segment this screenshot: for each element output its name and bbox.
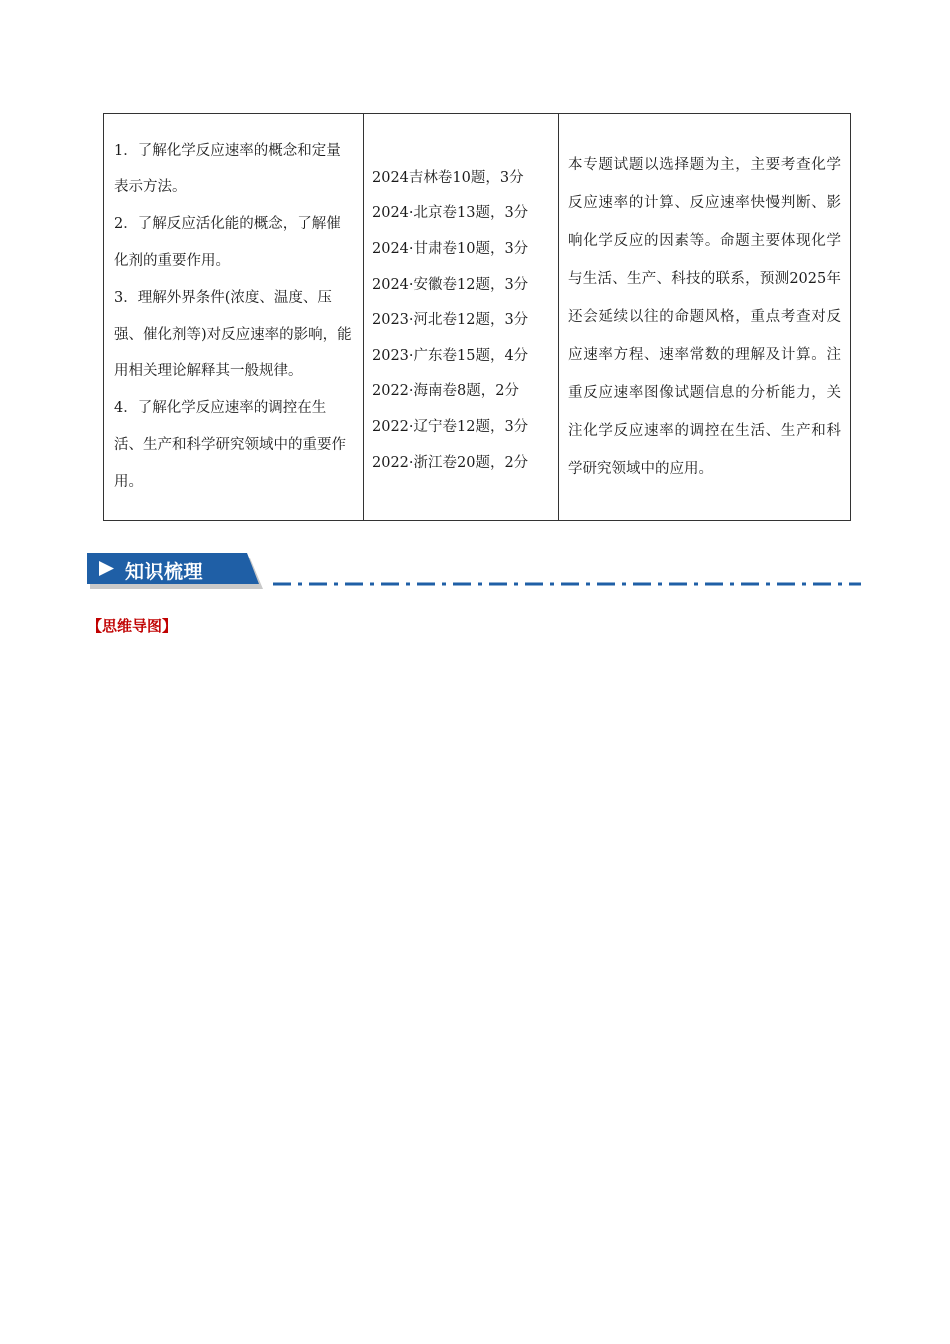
table-row <box>104 114 851 521</box>
exams-cell <box>364 114 559 521</box>
exam-item: 2024·北京卷13题，3分 <box>372 205 529 222</box>
goal-item: 1．了解化学反应速率的概念和定量表示方法。 <box>114 142 341 196</box>
goals-list <box>104 133 363 501</box>
section-banner <box>87 553 263 589</box>
goal-item: 3．理解外界条件(浓度、温度、压强、催化剂等)对反应速率的影响，能用相关理论解释其一般规律。 <box>114 289 352 380</box>
exam-item: 2022·辽宁卷12题，3分 <box>372 418 529 435</box>
mindmap-heading: 【思维导图】 <box>87 617 178 635</box>
exam-requirements-table <box>103 113 851 521</box>
exam-item: 2022·海南卷8题，2分 <box>372 383 519 400</box>
exam-item: 2024·甘肃卷10题，3分 <box>372 241 529 258</box>
exam-item: 2022·浙江卷20题，2分 <box>372 454 529 471</box>
goal-item: 4．了解化学反应速率的调控在生活、生产和科学研究领域中的重要作用。 <box>114 400 346 490</box>
play-arrow-icon <box>87 553 123 585</box>
goal-item: 2．了解反应活化能的概念，了解催化剂的重要作用。 <box>114 216 341 269</box>
section-title: 知识梳理 <box>125 561 204 583</box>
section-divider <box>273 582 861 586</box>
analysis-text: 本专题试题以选择题为主，主要考查化学反应速率的计算、反应速率快慢判断、影响化学反应的因素等。命题主要体现化学与生活、生产、科技的联系，预测2025年还会延续以往的命题风格，重点考查对反应速率方程、速率常数的理解及计算。注重反应速率图像试题信息的分析能力，关注化学反应速率的调控在生活、生产和科学研究领域中的应用。 <box>568 156 841 478</box>
exam-item: 2024吉林卷10题，3分 <box>372 169 524 186</box>
exam-item: 2024·安徽卷12题，3分 <box>372 276 529 293</box>
analysis-cell <box>559 114 851 521</box>
goals-cell <box>104 114 364 521</box>
exam-item: 2023·河北卷12题，3分 <box>372 312 529 329</box>
exams-list <box>364 161 558 481</box>
exam-item: 2023·广东卷15题，4分 <box>372 347 529 364</box>
